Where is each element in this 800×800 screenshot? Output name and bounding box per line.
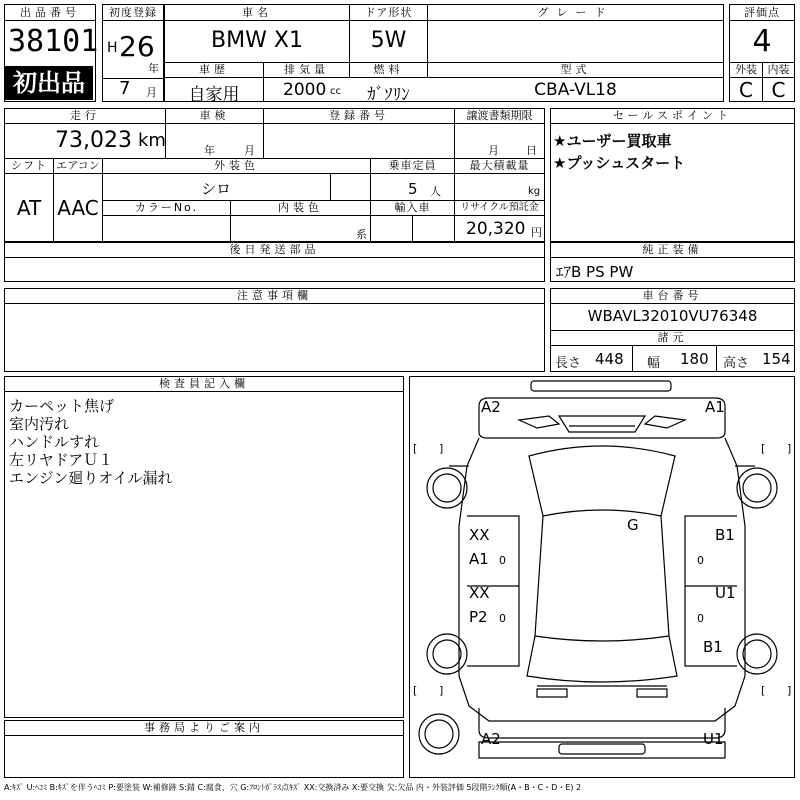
width-label: 幅 [647,356,661,371]
interior-score: C [771,78,786,102]
car-name-value: BMW X1 [211,28,303,53]
mark-left-rear-door-2: P2 [469,608,488,626]
recycle-value: 20,320 [466,219,526,239]
svg-text:0: 0 [499,612,506,625]
inspector-line-1: カーペット焦げ [9,397,115,415]
svg-text:0: 0 [697,612,704,625]
doors-label: ドア形状 [349,4,428,21]
model-code-value: CBA-VL18 [534,80,617,100]
inspector-line-4: 左リヤドアＵ１ [9,451,114,469]
mark-rear-right: U1 [703,730,724,748]
aircon-value: AAC [57,196,99,220]
capacity-unit: 人 [430,185,441,198]
mileage-unit: km [138,130,166,151]
displacement-unit: cc [330,86,341,97]
inspector-line-2: 室内汚れ [9,415,70,433]
exterior-score: C [739,78,753,102]
registration-month: 7 [119,78,131,99]
registration-year: 26 [119,30,155,63]
legend: A:ｷｽﾞ U:ﾍｺﾐ B:ｷｽﾞを伴うﾍｺﾐ P:要塗装 W:補修跡 S:錆 C:腐食、穴 G:ﾌﾛﾝﾄｶﾞﾗｽ点ｷｽﾞ XX:交換済み X:要交換 欠:欠品 内・外装評価 5段階ﾗﾝｸ順(A・B・C・D・E) 2 [4,783,582,792]
aircon-label: エアコン [53,158,103,174]
interior-color-suffix: 系 [356,228,367,241]
recycle-unit: 円 [531,226,542,239]
mark-right-front-door: B1 [715,526,735,544]
recycle-label: リサイクル預託金 [454,200,545,216]
svg-text:[: [ [761,684,766,697]
registration-month-unit: 月 [146,86,157,99]
import-label: 輸入車 [370,200,455,216]
svg-text:0: 0 [499,554,506,567]
fuel-value: ｶﾞｿﾘﾝ [367,85,410,105]
exterior-color-value: シロ [200,180,231,198]
inspection-label: 車検 [165,108,264,124]
registration-era: H [107,40,118,56]
score-value: 4 [752,24,772,59]
capacity-label: 乗車定員 [370,158,455,174]
grade-label: グレード [427,4,724,21]
score-label: 評価点 [729,4,795,21]
transfer-day-unit: 日 [526,144,537,157]
svg-text:[: [ [413,442,418,455]
svg-text:]: ] [439,442,444,455]
history-label: 車歴 [164,62,264,78]
later-parts-label: 後日発送部品 [4,242,545,258]
sales-points-label: セールスポイント [550,108,795,124]
exterior-color-label: 外装色 [102,158,371,174]
color-no-label: カラーNo. [102,200,231,216]
inspector-line-3: ハンドルすれ [9,433,100,451]
mark-right-rear-fender: B1 [703,638,723,656]
registration-label: 初度登録 [102,4,164,21]
sales-point-2: ★プッシュスタート [553,154,686,172]
mark-left-rear-door-1: XX [469,584,490,602]
shift-value: AT [16,196,42,220]
registration-year-unit: 年 [148,62,159,75]
transfer-month-unit: 月 [488,144,499,157]
specs-label: 諸元 [550,330,795,346]
vin-value: WBAVL32010VU76348 [587,307,758,325]
svg-text:[: [ [413,684,418,697]
lot-number: 38101 [8,24,99,59]
vin-label: 車台番号 [550,288,795,304]
mark-right-rear-door: U1 [715,584,736,602]
history-value: 自家用 [188,85,240,105]
reg-number-label: 登録番号 [263,108,455,124]
displacement-label: 排気量 [263,62,350,78]
notes-label: 注意事項欄 [4,288,545,304]
inspection-year-unit: 年 [204,144,215,157]
capacity-value: 5 [408,180,418,198]
inspector-line-5: エンジン廻りオイル漏れ [9,469,173,487]
inspector-label: 検査員記入欄 [4,376,404,392]
mileage-label: 走行 [4,108,166,124]
exterior-score-label: 外装 [729,62,763,78]
equipment-value: ｴｱB PS PW [556,263,634,281]
car-diagram [409,376,795,778]
max-load-unit: kg [528,186,541,197]
svg-text:]: ] [787,684,792,697]
height-value: 154 [762,350,791,368]
lot-label: 出品番号 [4,4,96,21]
mark-left-front-door-1: XX [469,526,490,544]
mark-left-front-door-2: A1 [469,550,489,568]
mark-front-right: A1 [705,398,725,416]
mark-rear-left: A2 [481,730,501,748]
svg-text:]: ] [439,684,444,697]
length-value: 448 [595,350,624,368]
displacement-value: 2000 [283,80,327,100]
interior-score-label: 内装 [762,62,795,78]
inspection-month-unit: 月 [244,144,255,157]
svg-text:]: ] [787,442,792,455]
first-listing-badge: 初出品 [5,66,93,100]
doors-value: 5W [370,28,407,53]
model-code-label: 型式 [427,62,724,78]
fuel-label: 燃料 [349,62,428,78]
max-load-label: 最大積載量 [454,158,545,174]
interior-color-label: 内装色 [230,200,371,216]
sales-points-box [550,108,795,242]
car-name-label: 車名 [164,4,350,21]
mileage-value: 73,023 [55,128,132,153]
height-label: 高さ [723,356,750,371]
office-label: 事務局よりご案内 [4,720,404,736]
width-value: 180 [680,350,709,368]
equipment-label: 純正装備 [550,242,795,258]
svg-text:[: [ [761,442,766,455]
sales-point-1: ★ユーザー買取車 [553,132,672,150]
svg-text:0: 0 [697,554,704,567]
length-label: 長さ [555,356,582,371]
transfer-deadline-label: 譲渡書類期限 [454,108,545,124]
mark-front-left: A2 [481,398,501,416]
shift-label: シフト [4,158,54,174]
mark-roof: G [627,516,639,534]
